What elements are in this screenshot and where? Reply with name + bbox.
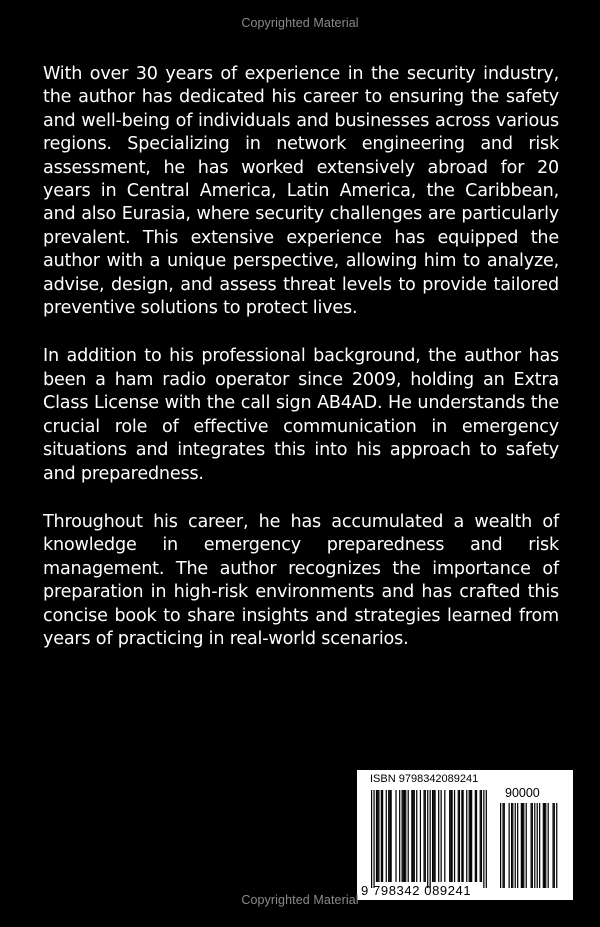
barcode-bar xyxy=(399,790,400,882)
barcode-bar xyxy=(378,790,379,882)
addon-bar xyxy=(545,803,546,888)
barcode-bar xyxy=(420,790,421,882)
copyright-watermark-bottom: Copyrighted Material xyxy=(241,893,359,907)
barcode-bar xyxy=(450,790,451,882)
barcode-bar xyxy=(391,790,392,882)
barcode-bar xyxy=(403,790,404,882)
addon-bar xyxy=(552,803,553,888)
barcode-bar xyxy=(466,790,467,882)
barcode-bar xyxy=(444,790,445,882)
addon-bar xyxy=(523,803,524,888)
barcode-bar xyxy=(434,790,435,882)
barcode-bar xyxy=(454,790,455,882)
barcode-bar xyxy=(416,790,417,882)
barcode-bar xyxy=(461,790,462,882)
barcode-bar xyxy=(373,790,374,888)
addon-bar xyxy=(548,803,549,888)
barcode-digits: 9 798342 089241 xyxy=(361,883,472,898)
barcode-bars xyxy=(357,770,573,900)
addon-bar xyxy=(504,803,505,888)
barcode-bar xyxy=(388,790,389,882)
barcode-bar xyxy=(463,790,464,882)
barcode-bar xyxy=(438,790,439,882)
addon-bar xyxy=(512,803,513,888)
barcode-bar xyxy=(382,790,383,882)
barcode-bar xyxy=(476,790,477,882)
barcode-bar xyxy=(433,790,434,882)
barcode-bar xyxy=(412,790,413,882)
barcode-bar xyxy=(389,790,390,882)
bio-paragraph-2: In addition to his professional background, the author has been a ham radio operator since 2009, holding an Extra Class License with the call sign AB4AD. He understands the crucial role of effective communication in emergency situations and integrates this into his approach to safety and preparedness. xyxy=(43,346,559,484)
barcode-bar xyxy=(404,790,405,882)
barcode-bar xyxy=(381,790,382,882)
barcode-bar xyxy=(432,790,433,882)
barcode-bar xyxy=(449,790,450,882)
barcode-bar xyxy=(371,790,372,888)
barcode-bar xyxy=(441,790,442,882)
addon-bar xyxy=(543,803,544,888)
addon-bar xyxy=(537,803,538,888)
addon-bar xyxy=(539,803,540,888)
barcode-bar xyxy=(486,790,487,888)
barcode-bar xyxy=(483,790,484,888)
barcode-bar xyxy=(408,790,409,882)
addon-bar xyxy=(534,803,535,888)
barcode-bar xyxy=(452,790,453,882)
price-code: 90000 xyxy=(505,786,540,800)
addon-bar xyxy=(531,803,532,888)
barcode-bar xyxy=(481,790,482,882)
barcode-bar xyxy=(458,790,459,882)
addon-bar xyxy=(521,803,522,888)
barcode-bar xyxy=(411,790,412,882)
addon-bar xyxy=(515,803,516,888)
addon-bar xyxy=(554,803,555,888)
copyright-watermark-top: Copyrighted Material xyxy=(241,16,359,30)
addon-bar xyxy=(511,803,512,888)
addon-bar xyxy=(556,803,557,888)
isbn-barcode xyxy=(357,770,573,900)
barcode-bar xyxy=(480,790,481,882)
addon-bar xyxy=(532,803,533,888)
addon-bar xyxy=(544,803,545,888)
author-bio-text xyxy=(43,63,559,676)
barcode-bar xyxy=(425,790,426,882)
addon-bar xyxy=(522,803,523,888)
barcode-bar xyxy=(395,790,396,882)
addon-bar xyxy=(509,803,510,888)
bio-paragraph-3: Throughout his career, he has accumulated a wealth of knowledge in emergency preparedness and risk management. The author recognizes the importance of preparation in high-risk environments and has crafted this concise book to share insights and strategies learned from years of practicing in real-world scenarios. xyxy=(43,511,559,649)
bio-paragraph-1: With over 30 years of experience in the security industry, the author has dedicated his career to ensuring the safety and well-being of individuals and businesses across various regions. Specializing in network engineering and risk assessment, he has worked extensively abroad for 20 years in Central America, Latin America, the Caribbean, and also Eurasia, where security challenges are particularly prevalent. This extensive experience has equipped the author with a unique perspective, allowing him to analyze, advise, design, and assess threat levels to provide tailored preventive solutions to protect lives. xyxy=(43,64,559,319)
isbn-label: ISBN 9798342089241 xyxy=(370,773,479,785)
barcode-bar xyxy=(475,790,476,882)
addon-bar xyxy=(526,803,527,888)
barcode-bar xyxy=(427,790,428,888)
barcode-bar xyxy=(430,790,431,888)
barcode-bar xyxy=(405,790,406,882)
barcode-bar xyxy=(386,790,387,882)
barcode-bar xyxy=(471,790,472,882)
barcode-bar xyxy=(423,790,424,882)
addon-bar xyxy=(517,803,518,888)
barcode-bar xyxy=(376,790,377,882)
barcode-bar xyxy=(469,790,470,882)
barcode-bar xyxy=(470,790,471,882)
addon-bar xyxy=(500,803,501,888)
barcode-bar xyxy=(459,790,460,882)
addon-bar xyxy=(502,803,503,888)
barcode-bar xyxy=(377,790,378,882)
barcode-bar xyxy=(414,790,415,882)
barcode-bar xyxy=(402,790,403,882)
